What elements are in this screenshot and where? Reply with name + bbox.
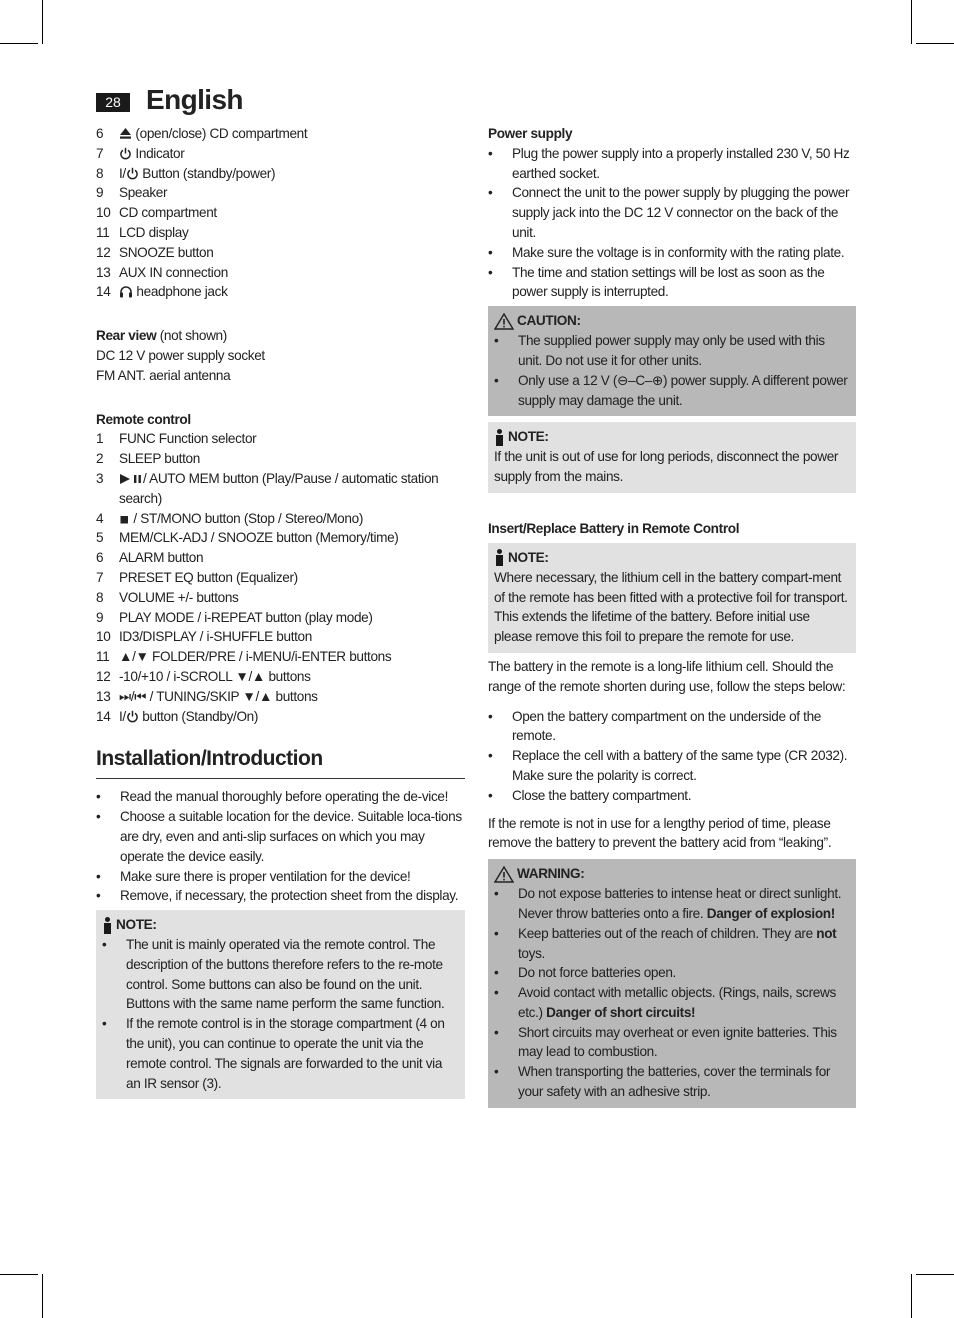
list-item: 13 ⏭/⏮ / TUNING/SKIP ▼/▲ buttons: [96, 688, 318, 704]
crop-mark: [0, 43, 38, 44]
list-item: 6 ALARM button: [96, 550, 204, 566]
crop-mark: [916, 43, 954, 44]
list-item: • Close the battery compartment.: [488, 787, 692, 803]
page-title: English: [146, 84, 243, 115]
headphone-icon: [119, 285, 133, 298]
info-icon: [494, 429, 505, 446]
list-item: • Read the manual thoroughly before operating the de-vice!: [96, 789, 449, 805]
list-item: 11 LCD display: [96, 224, 189, 240]
play-pause-icon: [119, 473, 143, 485]
list-item: 2 SLEEP button: [96, 451, 200, 467]
list-item: 4 / ST/MONO button (Stop / Stereo/Mono): [96, 510, 363, 526]
stop-icon: [119, 514, 130, 525]
remote-control-list: [96, 429, 465, 726]
power-icon: [119, 147, 132, 160]
list-item: • The supplied power supply may only be used with this unit. Do not use it for other units.: [494, 333, 825, 368]
list-item: 13 AUX IN connection: [96, 264, 228, 280]
crop-mark: [42, 1274, 43, 1318]
list-item: 14 I/ button (Standby/On): [96, 708, 259, 724]
power-supply-bullets: [488, 144, 856, 302]
polarity-symbol: ⊖–C–⊕: [617, 372, 664, 388]
battery-heading: Insert/Replace Battery in Remote Control: [488, 520, 740, 536]
caution-box: CAUTION: • The supplied power supply may only be used with this unit. Do not use it for other units. • Only use a 12 V (⊖–C–⊕) power supply. A different power supply may damage the unit.: [488, 306, 856, 416]
list-item: 10 ID3/DISPLAY / i-SHUFFLE button: [96, 629, 312, 645]
list-item: 14 headphone jack: [96, 284, 228, 300]
list-item: • Make sure the voltage is in conformity with the rating plate.: [488, 244, 845, 260]
note-box: NOTE: If the unit is out of use for long periods, disconnect the power supply from the mains.: [488, 422, 856, 493]
rear-view-line: DC 12 V power supply socket: [96, 347, 265, 363]
crop-mark: [42, 0, 43, 44]
list-item: • Do not force batteries open.: [494, 965, 676, 981]
list-item: 11 ▲/▼ FOLDER/PRE / i-MENU/i-ENTER buttons: [96, 649, 392, 665]
right-column: [488, 124, 856, 1108]
list-item: • Avoid contact with metallic objects. (Rings, nails, screws etc.) Danger of short circuits!: [494, 985, 836, 1020]
info-icon: [102, 917, 113, 934]
note-box: NOTE: Where necessary, the lithium cell in the battery compart-ment of the remote has been fitted with a protective foil for transport. This extends the lifetime of the battery. Before initial use please remove this foil to prepare the remote for use.: [488, 543, 856, 653]
list-item: • Choose a suitable location for the device. Suitable loca-tions are dry, even and anti-slip surfaces on which you may operate the device easily.: [96, 809, 462, 864]
crop-mark: [911, 1274, 912, 1318]
power-icon: [126, 710, 139, 723]
crop-mark: [0, 1274, 38, 1275]
battery-bullets: [488, 707, 856, 806]
rear-view-heading: Rear view (not shown): [96, 328, 227, 344]
list-item: • Do not expose batteries to intense heat or direct sunlight. Never throw batteries onto a fire. Danger of explosion!: [494, 886, 842, 921]
battery-intro: The battery in the remote is a long-life lithium cell. Should the range of the remote shorten during use, follow the steps below:: [488, 658, 846, 694]
warning-triangle-icon: [494, 866, 514, 883]
left-column: [96, 124, 465, 1099]
list-item: 7 PRESET EQ button (Equalizer): [96, 569, 298, 585]
list-item: • When transporting the batteries, cover the terminals for your safety with an adhesive strip.: [494, 1064, 831, 1100]
crop-mark: [916, 1274, 954, 1275]
list-item: • Only use a 12 V (⊖–C–⊕) power supply. A different power supply may damage the unit.: [494, 372, 848, 408]
battery-outro: If the remote is not in use for a lengthy period of time, please remove the battery to prevent the battery acid from “leaking”.: [488, 815, 832, 851]
power-supply-heading: Power supply: [488, 126, 573, 141]
eject-icon: [119, 127, 132, 140]
page-number: 28: [96, 93, 130, 112]
list-item: 12 SNOOZE button: [96, 244, 214, 260]
list-item: • Plug the power supply into a properly installed 230 V, 50 Hz earthed socket.: [488, 145, 850, 181]
installation-title: Installation/Introduction: [96, 746, 465, 779]
list-item: 10 CD compartment: [96, 205, 217, 221]
list-item: 12 -10/+10 / i-SCROLL ▼/▲ buttons: [96, 668, 311, 684]
list-item: • Remove, if necessary, the protection sheet from the display.: [96, 888, 459, 904]
list-item: • Short circuits may overheat or even ignite batteries. This may lead to combustion.: [494, 1024, 837, 1060]
info-icon: [494, 549, 505, 566]
remote-control-heading: Remote control: [96, 411, 191, 427]
list-item: 5 MEM/CLK-ADJ / SNOOZE button (Memory/time): [96, 530, 399, 546]
list-item: 9 Speaker: [96, 185, 168, 201]
list-item: 7 Indicator: [96, 145, 185, 161]
list-item: 1 FUNC Function selector: [96, 431, 257, 447]
note-box: NOTE: • The unit is mainly operated via the remote control. The description of the buttons therefore refers to the re-mote control. Some buttons can also be found on the unit. Buttons with the same name perform the same function. • If the remote control is in the storage compartment (4 on the unit), you can continue to operate the unit via the remote control. The signals are forwarded to the unit via an IR sensor (3).: [96, 910, 465, 1099]
list-item: 3 / AUTO MEM button (Play/Pause / automatic station search): [96, 470, 439, 506]
list-item: 8 VOLUME +/- buttons: [96, 589, 239, 605]
list-item: • Replace the cell with a battery of the same type (CR 2032). Make sure the polarity is correct.: [488, 748, 848, 783]
warning-box: WARNING: • Do not expose batteries to intense heat or direct sunlight. Never throw batteries onto a fire. Danger of explosion! • Keep batteries out of the reach of children. They are not toys. • Do not force batteries open. • Avoid contact with metallic objects. (Rings, nails, screws etc.) Danger of short circuits! • Short circuits may overheat or even ignite batteries. This may lead to combustion. • When transporting the batteries, cover the terminals for your safety with an adhesive strip.: [488, 859, 856, 1108]
list-item: • Make sure there is proper ventilation for the device!: [96, 868, 411, 884]
rear-view-line: FM ANT. aerial antenna: [96, 367, 231, 383]
list-item: • Open the battery compartment on the underside of the remote.: [488, 708, 822, 744]
list-item: 9 PLAY MODE / i-REPEAT button (play mode): [96, 609, 373, 625]
list-item: • Keep batteries out of the reach of children. They are not toys.: [494, 925, 837, 961]
list-item: • The time and station settings will be lost as soon as the power supply is interrupted.: [488, 264, 825, 300]
power-icon: [126, 167, 139, 180]
list-item: • If the remote control is in the storage compartment (4 on the unit), you can continue to operate the unit via the remote control. The signals are forwarded to the unit via an IR sensor (3).: [102, 1016, 445, 1091]
list-item: 6 (open/close) CD compartment: [96, 126, 308, 141]
crop-mark: [911, 0, 912, 44]
list-item: 8 I/ Button (standby/power): [96, 165, 276, 181]
warning-triangle-icon: [494, 313, 514, 330]
list-item: • Connect the unit to the power supply by plugging the power supply jack into the DC 12 V connector on the back of the unit.: [488, 185, 850, 240]
installation-bullets: [96, 787, 465, 906]
list-item: • The unit is mainly operated via the remote control. The description of the buttons therefore refers to the re-mote control. Some buttons can also be found on the unit. Buttons with the same name perform the same function.: [102, 937, 445, 1012]
device-parts-list: [96, 124, 465, 302]
